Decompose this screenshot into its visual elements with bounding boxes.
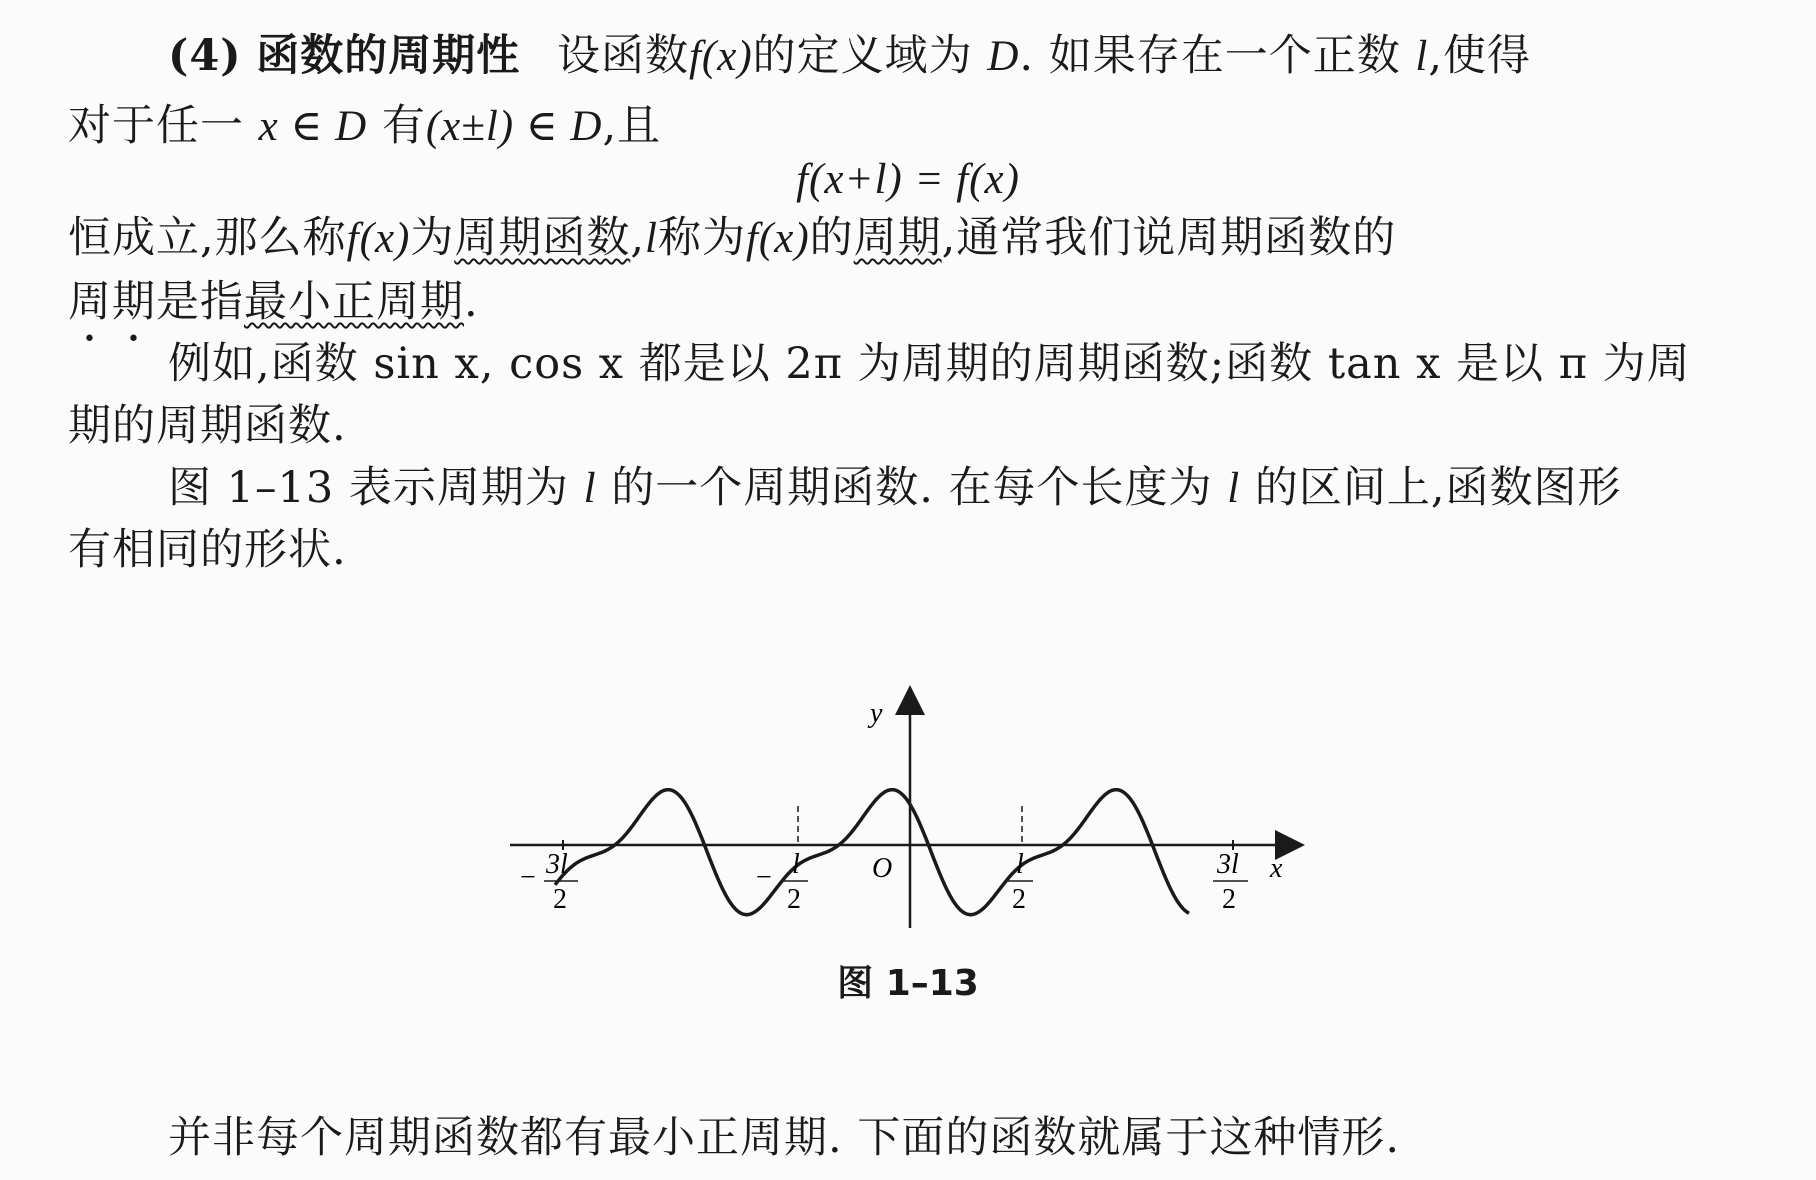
periodic-function-figure xyxy=(500,680,1340,980)
tick-label-neg-3l-over-2 xyxy=(520,849,578,915)
text: . xyxy=(464,277,479,327)
svg-text:l: l xyxy=(1016,849,1024,880)
text: 有 xyxy=(381,101,426,151)
math-x-pm-l: (x±l) ∈ D xyxy=(425,103,603,150)
text: 为 xyxy=(410,213,455,263)
text: 的 xyxy=(809,213,854,263)
paragraph-periodicity-line1 xyxy=(168,28,1531,85)
origin-label: O xyxy=(872,853,893,884)
math-l: l xyxy=(1415,33,1429,80)
svg-text:l: l xyxy=(792,849,800,880)
emphasized-period: 周期 xyxy=(68,277,156,327)
math-l: l xyxy=(583,465,597,512)
tick-label-3l-over-2 xyxy=(1213,849,1248,915)
text: 设函数 xyxy=(556,31,689,81)
math-x-in-D: x ∈ D xyxy=(258,103,368,150)
svg-text:−: − xyxy=(520,862,536,893)
text: 对于任一 xyxy=(68,101,244,151)
text: ,通常我们说周期函数的 xyxy=(941,213,1397,263)
svg-text:−: − xyxy=(756,862,772,893)
x-axis-label: x xyxy=(1270,853,1283,884)
svg-text:2: 2 xyxy=(787,884,801,915)
formula-periodic: f(x+l) = f(x) xyxy=(796,156,1020,203)
term-min-positive-period: 最小正周期 xyxy=(244,277,464,327)
math-l: l xyxy=(645,215,658,262)
y-axis-label: y xyxy=(870,698,883,729)
math-fx: f(x) xyxy=(688,33,753,80)
math-D: D xyxy=(987,33,1020,80)
term-periodic-function: 周期函数 xyxy=(454,213,631,263)
paragraph-periodicity-line2 xyxy=(68,98,661,155)
figure-caption: 图 1–13 xyxy=(837,963,979,1004)
text: ,且 xyxy=(602,101,662,151)
text: 是指 xyxy=(156,277,244,327)
svg-text:3l: 3l xyxy=(546,849,568,880)
item-number: (4) xyxy=(168,31,242,81)
text: , xyxy=(630,213,646,263)
text: 的区间上,函数图形 xyxy=(1254,463,1622,513)
svg-text:3l: 3l xyxy=(1217,849,1239,880)
svg-text:2: 2 xyxy=(1012,884,1026,915)
text: 恒成立,那么称 xyxy=(68,213,347,263)
math-fx: f(x) xyxy=(745,215,810,262)
paragraph-example-line2: 期的周期函数. xyxy=(68,401,347,451)
svg-text:2: 2 xyxy=(1222,884,1236,915)
paragraph-figure-ref-line2: 有相同的形状. xyxy=(68,525,347,575)
math-fx: f(x) xyxy=(346,215,411,262)
term-period: 周期 xyxy=(853,213,942,263)
text: 称为 xyxy=(657,213,746,263)
paragraph-closing: 并非每个周期函数都有最小正周期. 下面的函数就属于这种情形. xyxy=(168,1113,1401,1163)
text: . 如果存在一个正数 xyxy=(1019,31,1401,81)
text: 图 1–13 表示周期为 xyxy=(168,463,569,513)
text: 的定义域为 xyxy=(752,31,973,81)
svg-text:2: 2 xyxy=(553,884,567,915)
paragraph-example-line1: 例如,函数 sin x, cos x 都是以 2π 为周期的周期函数;函数 tan x 是以 π 为周 xyxy=(168,339,1691,389)
paragraph-periodicity-line3 xyxy=(68,210,1396,267)
text: ,使得 xyxy=(1428,31,1532,81)
paragraph-figure-ref-line1 xyxy=(168,460,1622,517)
math-l: l xyxy=(1227,465,1241,512)
section-heading: 函数的周期性 xyxy=(256,31,521,81)
text: 的一个周期函数. 在每个长度为 xyxy=(611,463,1213,513)
